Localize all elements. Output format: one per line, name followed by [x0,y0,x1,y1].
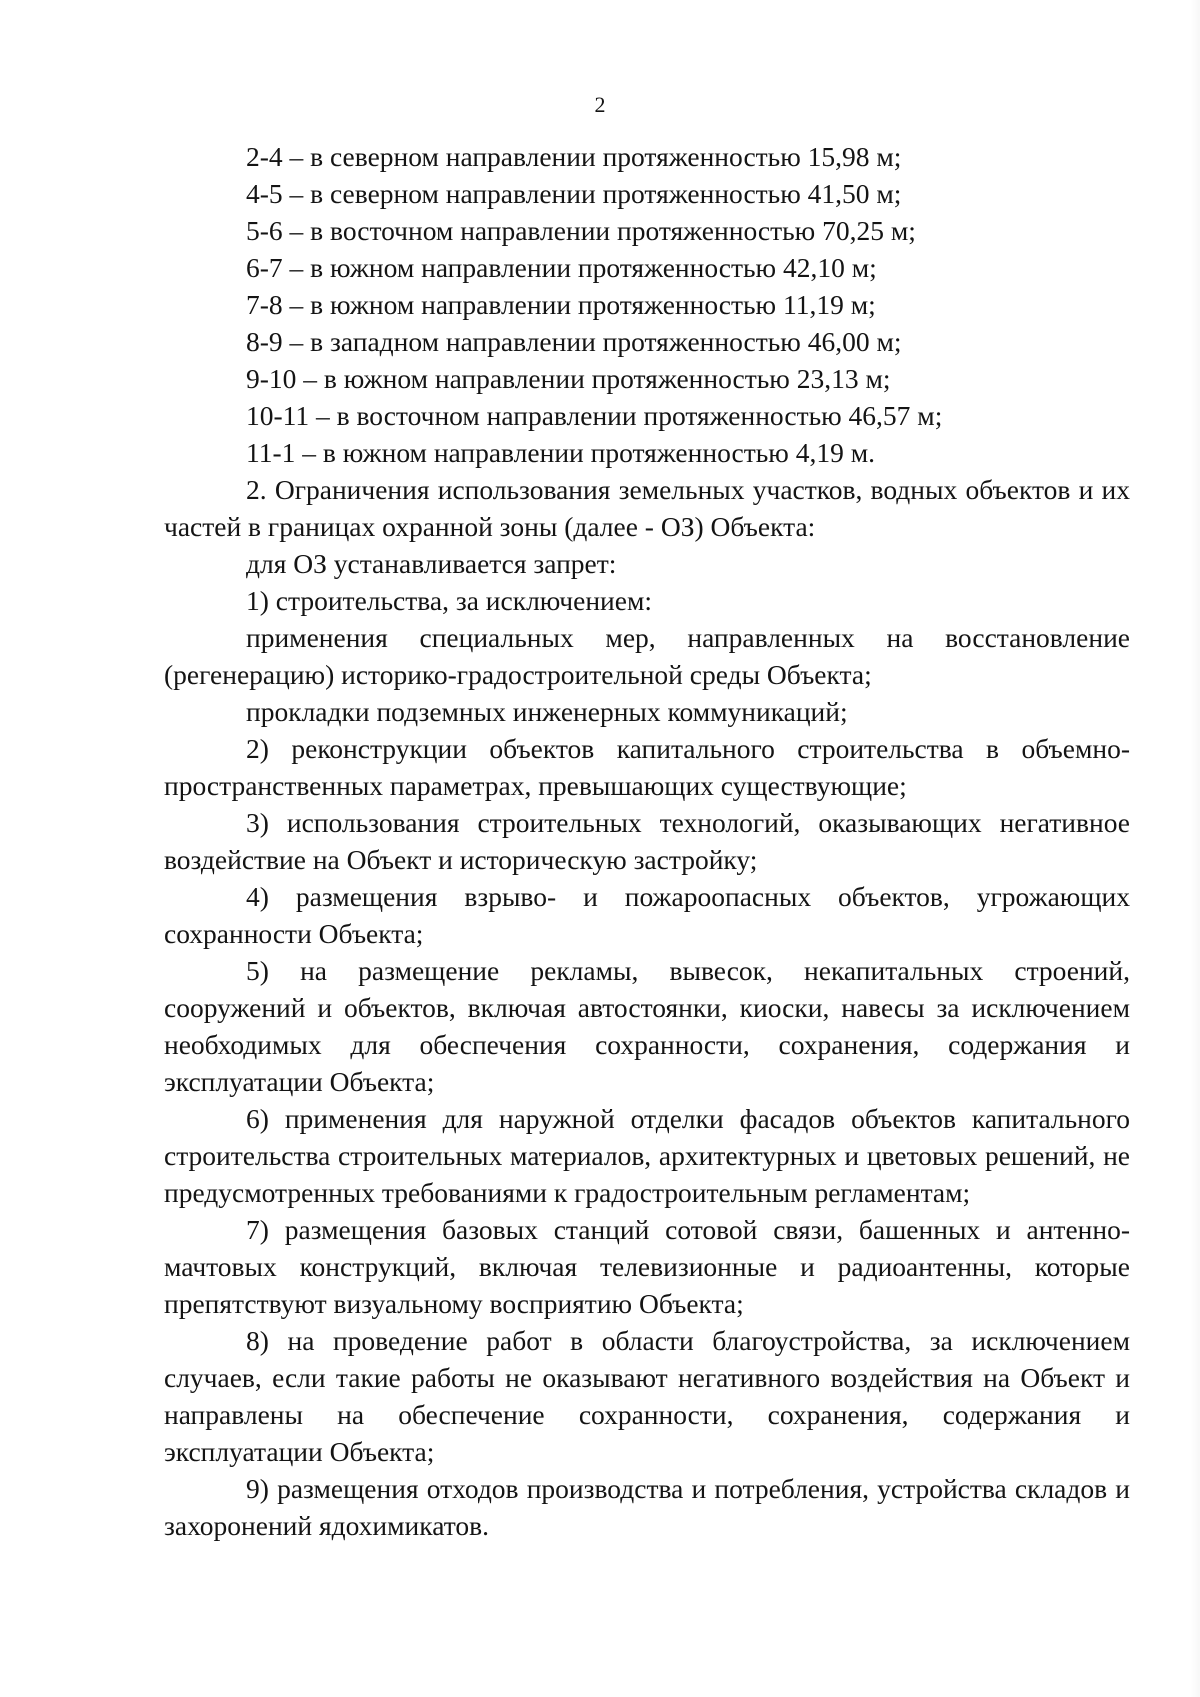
prohibition-item-8: 8) на проведение работ в области благоустройства, за исключением случаев, если такие работы не оказывают негативного воздействия на Объект и направлены на обеспечение сохранности, сохранения, содержания и эксплуатации Объекта; [164,1325,1130,1467]
prohibition-item-7: 7) размещения базовых станций сотовой связи, башенных и антенно-мачтовых конструкций, включая телевизионные и радиоантенны, которые препятствуют визуальному восприятию Объекта; [164,1214,1130,1319]
prohibition-item-1: 1) строительства, за исключением: [246,585,653,616]
prohibition-item-6: 6) применения для наружной отделки фасадов объектов капитального строительства строительных материалов, архитектурных и цветовых решений, не предусмотренных требованиями к градостроительным регламентам; [164,1103,1130,1208]
prohibition-intro: для ОЗ устанавливается запрет: [246,548,617,579]
segment-line: 7-8 – в южном направлении протяженностью 11,19 м; [246,289,876,320]
segment-line: 10-11 – в восточном направлении протяженностью 46,57 м; [246,400,943,431]
segment-line: 11-1 – в южном направлении протяженностью 4,19 м. [246,437,875,468]
segment-line: 2-4 – в северном направлении протяженностью 15,98 м; [246,141,902,172]
segment-line: 6-7 – в южном направлении протяженностью 42,10 м; [246,252,877,283]
page-number: 2 [594,92,606,117]
segment-list [164,138,1130,471]
segment-line: 5-6 – в восточном направлении протяженностью 70,25 м; [246,215,916,246]
exception-item: применения специальных мер, направленных на восстановление (регенерацию) историко-градостроительной среды Объекта; [164,622,1130,690]
segment-line: 9-10 – в южном направлении протяженностью 23,13 м; [246,363,891,394]
section-heading-paragraph: 2. Ограничения использования земельных участков, водных объектов и их частей в границах охранной зоны (далее - ОЗ) Объекта: [164,474,1130,542]
exception-item: прокладки подземных инженерных коммуникаций; [246,696,848,727]
page-edge-shadow [1190,0,1200,1697]
segment-line: 4-5 – в северном направлении протяженностью 41,50 м; [246,178,902,209]
prohibition-item-5: 5) на размещение рекламы, вывесок, некапитальных строений, сооружений и объектов, включая автостоянки, киоски, навесы за исключением необходимых для обеспечения сохранности, сохранения, содержания и эксплуатации Объекта; [164,955,1130,1097]
prohibition-item-4: 4) размещения взрыво- и пожароопасных объектов, угрожающих сохранности Объекта; [164,881,1130,949]
prohibition-item-3: 3) использования строительных технологий, оказывающих негативное воздействие на Объект и историческую застройку; [164,807,1130,875]
prohibition-item-2: 2) реконструкции объектов капитального строительства в объемно-пространственных параметрах, превышающих существующие; [164,733,1130,801]
document-body [164,138,1130,1544]
segment-line: 8-9 – в западном направлении протяженностью 46,00 м; [246,326,902,357]
prohibition-item-9: 9) размещения отходов производства и потребления, устройства складов и захоронений ядохимикатов. [164,1473,1130,1541]
